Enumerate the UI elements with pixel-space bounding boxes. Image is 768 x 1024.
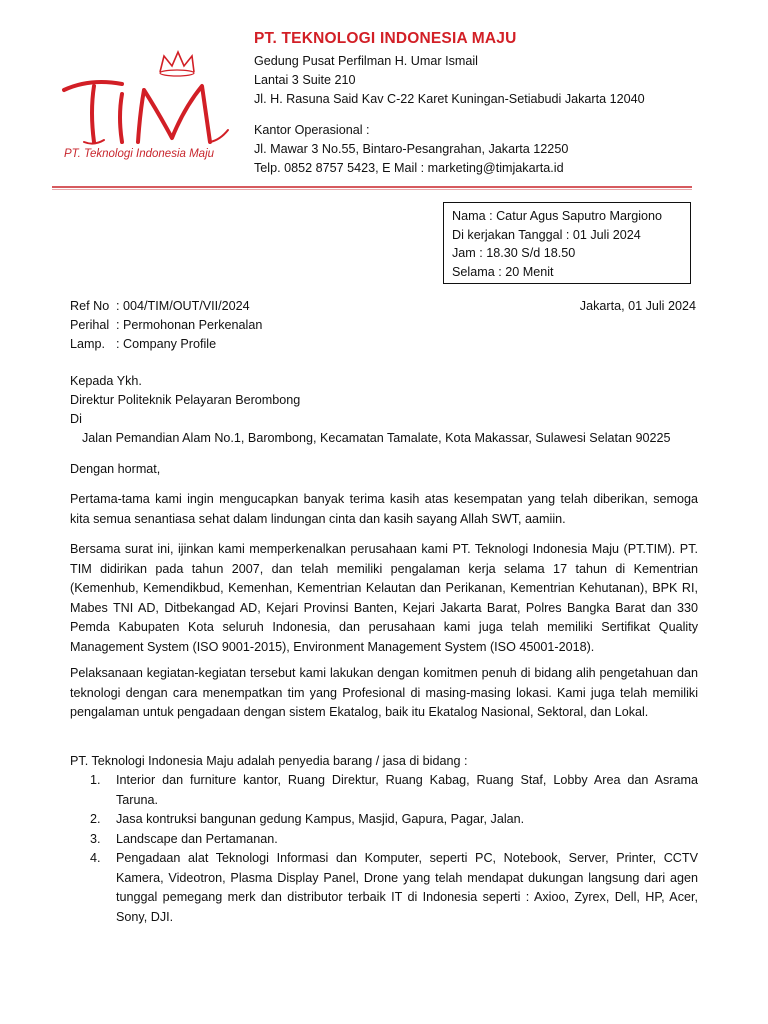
list-item (70, 849, 698, 927)
list-item (70, 771, 698, 810)
services-list (70, 771, 698, 927)
recipient-to: Kepada Ykh. (70, 374, 142, 388)
list-text: Pengadaan alat Teknologi Informasi dan Komputer, seperti PC, Notebook, Server, Printer, CCTV Kamera, Videotron, Plasma Display Panel, Drone yang telah mendapat dukungan langsung dari agen tunggal pemegang merk dan distributor terbaik IT di Indonesia seperti : Axioo, Zyrex, Dell, HP, Acer, Sony, DJI. (116, 851, 698, 924)
ref-value: : 004/TIM/OUT/VII/2024 (116, 299, 250, 313)
list-number: 1. (90, 773, 101, 787)
address-line-2: Lantai 3 Suite 210 (254, 73, 356, 87)
recipient-name: Direktur Politeknik Pelayaran Berombong (70, 393, 301, 407)
list-number: 2. (90, 812, 101, 826)
info-duration: Selama : 20 Menit (452, 265, 554, 280)
paragraph-1: Pertama-tama kami ingin mengucapkan banyak terima kasih atas kesempatan yang telah diberikan, semoga kita semua senantiasa sehat dalam lindungan cinta dan kasih sayang Allah SWT, aamiin. (70, 492, 698, 526)
paragraph-3: Pelaksanaan kegiatan-kegiatan tersebut kami lakukan dengan komitmen penuh di bidang alih pengetahuan dan teknologi dengan cara menempatkan tim yang Profesional di masing-masing lokasi. Kami juga telah memiliki pengalaman untuk pengadaan dengan sistem Ekatalog, baik itu Ekatalog Nasional, Sektoral, dan Lokal. (70, 666, 698, 719)
salutation: Dengan hormat, (70, 462, 161, 476)
list-item (70, 810, 698, 830)
lamp-value: : Company Profile (116, 337, 217, 351)
lamp-line (70, 335, 216, 355)
address-line-1: Gedung Pusat Perfilman H. Umar Ismail (254, 54, 478, 68)
perihal-value: : Permohonan Perkenalan (116, 318, 263, 332)
list-text: Jasa kontruksi bangunan gedung Kampus, Masjid, Gapura, Pagar, Jalan. (116, 812, 525, 826)
recipient-di: Di (70, 412, 82, 426)
lamp-label: Lamp. (70, 337, 106, 351)
address-line-3: Jl. H. Rasuna Said Kav C-22 Karet Kuningan-Setiabudi Jakarta 12040 (254, 92, 645, 106)
logo-caption: PT. Teknologi Indonesia Maju (64, 148, 215, 160)
recipient-address: Jalan Pemandian Alam No.1, Barombong, Kecamatan Tamalate, Kota Makassar, Sulawesi Selatan 90225 (82, 431, 671, 445)
logo-graphic (60, 42, 240, 152)
header-divider-shadow (52, 189, 692, 190)
office-address: Jl. Mawar 3 No.55, Bintaro-Pesangrahan, Jakarta 12250 (254, 142, 569, 156)
office-contact: Telp. 0852 8757 5423, E Mail : marketing@timjakarta.id (254, 161, 564, 175)
info-name: Nama : Catur Agus Saputro Margiono (452, 209, 663, 223)
work-info-box (443, 202, 691, 284)
list-intro: PT. Teknologi Indonesia Maju adalah penyedia barang / jasa di bidang : (70, 754, 468, 768)
info-date: Di kerjakan Tanggal : 01 Juli 2024 (452, 227, 641, 242)
company-logo (60, 42, 240, 172)
paragraph-2: Bersama surat ini, ijinkan kami memperkenalkan perusahaan kami PT. Teknologi Indonesia Maju (PT.TIM). PT. TIM didirikan pada tahun 2007, dan telah memiliki pengalaman kerja selama 17 tahun di Kementrian (Kemenhub, Kemendikbud, Kemenhan, Kementrian Kelautan dan Perikanan, Kementrian Kehutanan), BPK RI, Mabes TNI AD, Ditbekangad AD, Kejari Provinsi Banten, Kejari Jakarta Barat, Polres Bangka Barat dan 330 Pemda Kabupaten Kota seluruh Indonesia, dan perusahaan kami juga telah memiliki Sertifikat Quality Management System (ISO 9001-2015), Environment Management System (ISO 45001-2018). (70, 542, 698, 654)
list-text: Interior dan furniture kantor, Ruang Direktur, Ruang Kabag, Ruang Staf, Lobby Area dan Asrama Taruna. (116, 773, 698, 807)
list-item (70, 830, 698, 850)
place-date: Jakarta, 01 Juli 2024 (579, 299, 696, 313)
company-name: PT. TEKNOLOGI INDONESIA MAJU (254, 30, 517, 47)
perihal-label: Perihal (70, 318, 110, 332)
perihal-line (70, 316, 262, 336)
list-number: 4. (90, 851, 101, 865)
ref-line (70, 297, 250, 317)
list-text: Landscape dan Pertamanan. (116, 831, 278, 846)
list-number: 3. (90, 831, 101, 846)
header-divider (52, 186, 692, 188)
ref-label: Ref No (70, 299, 110, 313)
info-time: Jam : 18.30 S/d 18.50 (452, 246, 576, 261)
office-label: Kantor Operasional : (254, 123, 370, 137)
